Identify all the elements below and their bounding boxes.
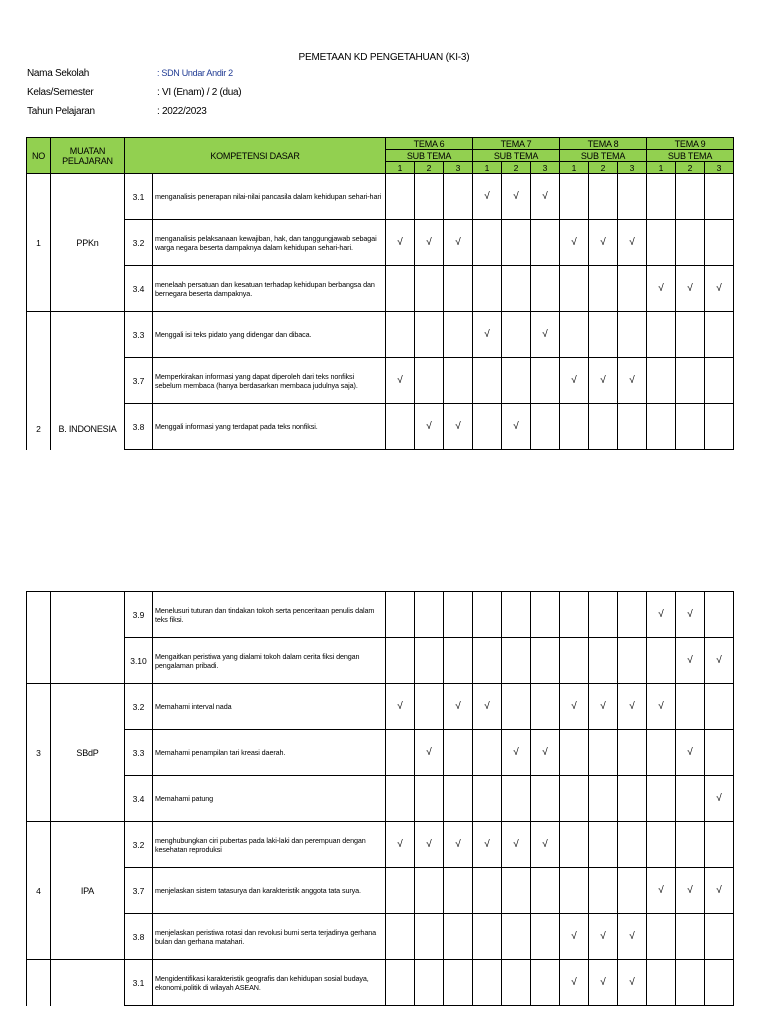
check-mark: √ (676, 868, 705, 914)
check-mark: √ (415, 822, 444, 868)
kd-description: menjelaskan peristiwa rotasi dan revolusi bumi serta terjadinya gerhana bulan dan gerhana matahari. (153, 914, 386, 960)
check-mark: √ (473, 312, 502, 358)
empty-cell (444, 358, 473, 404)
check-mark: √ (618, 684, 647, 730)
empty-cell (531, 404, 560, 450)
class-label: Kelas/Semester (27, 87, 94, 98)
empty-cell (560, 592, 589, 638)
kd-code: 3.7 (125, 358, 153, 404)
empty-cell (589, 266, 618, 312)
empty-cell (560, 776, 589, 822)
header-sub-number: 1 (473, 162, 502, 174)
empty-cell (705, 312, 734, 358)
empty-cell (473, 220, 502, 266)
empty-cell (415, 174, 444, 220)
check-mark: √ (386, 684, 415, 730)
row-number (27, 960, 51, 1006)
empty-cell (473, 404, 502, 450)
empty-cell (415, 868, 444, 914)
check-mark: √ (647, 684, 676, 730)
check-mark: √ (473, 822, 502, 868)
empty-cell (560, 174, 589, 220)
year-label: Tahun Pelajaran (27, 106, 95, 117)
check-mark: √ (415, 730, 444, 776)
kd-description: Menggali isi teks pidato yang didengar dan dibaca. (153, 312, 386, 358)
table-body-section-1 (27, 174, 734, 450)
kd-code: 3.7 (125, 868, 153, 914)
empty-cell (415, 592, 444, 638)
empty-cell (647, 914, 676, 960)
empty-cell (531, 868, 560, 914)
kd-description: Mengaitkan peristiwa yang dialami tokoh dalam cerita fiksi dengan pengalaman pribadi. (153, 638, 386, 684)
check-mark: √ (618, 358, 647, 404)
table-row (27, 822, 734, 868)
row-number: 3 (27, 684, 51, 822)
empty-cell (386, 592, 415, 638)
empty-cell (589, 312, 618, 358)
empty-cell (531, 776, 560, 822)
empty-cell (531, 638, 560, 684)
empty-cell (705, 684, 734, 730)
empty-cell (502, 358, 531, 404)
empty-cell (502, 266, 531, 312)
header-sub-number: 3 (618, 162, 647, 174)
empty-cell (473, 638, 502, 684)
kd-description: Memahami penampilan tari kreasi daerah. (153, 730, 386, 776)
header-muatan: MUATAN PELAJARAN (51, 138, 125, 174)
empty-cell (473, 868, 502, 914)
kd-code: 3.1 (125, 960, 153, 1006)
table-row (27, 730, 734, 776)
check-mark: √ (647, 592, 676, 638)
empty-cell (415, 312, 444, 358)
empty-cell (415, 358, 444, 404)
check-mark: √ (444, 220, 473, 266)
empty-cell (386, 404, 415, 450)
empty-cell (705, 592, 734, 638)
kd-code: 3.8 (125, 404, 153, 450)
check-mark: √ (705, 776, 734, 822)
empty-cell (386, 960, 415, 1006)
empty-cell (386, 174, 415, 220)
empty-cell (415, 266, 444, 312)
header-subtema: SUB TEMA (560, 150, 647, 162)
check-mark: √ (618, 220, 647, 266)
kd-description: Memahami interval nada (153, 684, 386, 730)
check-mark: √ (589, 358, 618, 404)
check-mark: √ (444, 822, 473, 868)
empty-cell (618, 404, 647, 450)
check-mark: √ (705, 638, 734, 684)
check-mark: √ (502, 174, 531, 220)
empty-cell (444, 174, 473, 220)
check-mark: √ (647, 266, 676, 312)
row-number (27, 592, 51, 684)
empty-cell (386, 914, 415, 960)
kd-code: 3.4 (125, 776, 153, 822)
empty-cell (531, 914, 560, 960)
empty-cell (676, 358, 705, 404)
check-mark: √ (531, 312, 560, 358)
table-row (27, 220, 734, 266)
kd-mapping-table (26, 137, 734, 450)
subject-name: IPA (51, 822, 125, 960)
empty-cell (386, 730, 415, 776)
row-number: 4 (27, 822, 51, 960)
empty-cell (647, 174, 676, 220)
table-row (27, 174, 734, 220)
empty-cell (676, 914, 705, 960)
check-mark: √ (415, 404, 444, 450)
row-number: 1 (27, 174, 51, 312)
empty-cell (618, 638, 647, 684)
check-mark: √ (676, 730, 705, 776)
empty-cell (647, 822, 676, 868)
check-mark: √ (502, 822, 531, 868)
kd-description: menelaah persatuan dan kesatuan terhadap kehidupan berbangsa dan bernegara beserta dampaknya. (153, 266, 386, 312)
check-mark: √ (386, 358, 415, 404)
empty-cell (531, 960, 560, 1006)
empty-cell (502, 914, 531, 960)
header-tema-6: TEMA 6 (386, 138, 473, 150)
table-row (27, 868, 734, 914)
empty-cell (531, 266, 560, 312)
empty-cell (705, 358, 734, 404)
empty-cell (473, 960, 502, 1006)
empty-cell (502, 776, 531, 822)
empty-cell (647, 730, 676, 776)
header-sub-number: 2 (676, 162, 705, 174)
empty-cell (444, 776, 473, 822)
header-subtema: SUB TEMA (386, 150, 473, 162)
table-row (27, 914, 734, 960)
check-mark: √ (589, 684, 618, 730)
empty-cell (647, 404, 676, 450)
header-sub-number: 1 (647, 162, 676, 174)
empty-cell (589, 822, 618, 868)
empty-cell (589, 730, 618, 776)
header-sub-number: 3 (444, 162, 473, 174)
empty-cell (386, 868, 415, 914)
kd-code: 3.2 (125, 684, 153, 730)
table-body-section-2 (27, 592, 734, 1006)
header-subtema: SUB TEMA (473, 150, 560, 162)
header-sub-number: 2 (502, 162, 531, 174)
subject-name: B. INDONESIA (51, 312, 125, 450)
check-mark: √ (560, 960, 589, 1006)
check-mark: √ (647, 868, 676, 914)
kd-code: 3.4 (125, 266, 153, 312)
check-mark: √ (444, 684, 473, 730)
kd-description: Mengidentifikasi karakteristik geografis dan kehidupan sosial budaya, ekonomi,politik di wilayah ASEAN. (153, 960, 386, 1006)
check-mark: √ (444, 404, 473, 450)
kd-description: menganalisis pelaksanaan kewajiban, hak, dan tanggungjawab sebagai warga negara beserta dampaknya dalam kehidupan sehari-hari. (153, 220, 386, 266)
empty-cell (618, 822, 647, 868)
empty-cell (618, 730, 647, 776)
table-row (27, 266, 734, 312)
check-mark: √ (560, 684, 589, 730)
check-mark: √ (705, 868, 734, 914)
empty-cell (618, 174, 647, 220)
empty-cell (647, 776, 676, 822)
table-row (27, 404, 734, 450)
school-label: Nama Sekolah (27, 68, 89, 79)
check-mark: √ (531, 822, 560, 868)
check-mark: √ (560, 220, 589, 266)
empty-cell (705, 404, 734, 450)
empty-cell (560, 312, 589, 358)
empty-cell (560, 868, 589, 914)
kd-code: 3.10 (125, 638, 153, 684)
empty-cell (444, 592, 473, 638)
kd-description: Memperkirakan informasi yang dapat diperoleh dari teks nonfiksi sebelum membaca (hanya berdasarkan membaca judulnya saja). (153, 358, 386, 404)
empty-cell (444, 914, 473, 960)
empty-cell (502, 312, 531, 358)
header-sub-number: 2 (589, 162, 618, 174)
empty-cell (560, 266, 589, 312)
empty-cell (589, 868, 618, 914)
empty-cell (676, 684, 705, 730)
kd-code: 3.2 (125, 822, 153, 868)
empty-cell (676, 960, 705, 1006)
empty-cell (647, 960, 676, 1006)
header-kompetensi-dasar: KOMPETENSI DASAR (125, 138, 386, 174)
empty-cell (560, 822, 589, 868)
table-row (27, 592, 734, 638)
class-value: : VI (Enam) / 2 (dua) (157, 87, 242, 98)
check-mark: √ (676, 592, 705, 638)
empty-cell (676, 312, 705, 358)
empty-cell (415, 776, 444, 822)
empty-cell (386, 776, 415, 822)
check-mark: √ (415, 220, 444, 266)
subject-name: SBdP (51, 684, 125, 822)
empty-cell (473, 914, 502, 960)
header-sub-number: 1 (386, 162, 415, 174)
empty-cell (560, 638, 589, 684)
kd-description: Memahami patung (153, 776, 386, 822)
empty-cell (560, 730, 589, 776)
empty-cell (502, 960, 531, 1006)
empty-cell (589, 592, 618, 638)
check-mark: √ (676, 638, 705, 684)
check-mark: √ (618, 960, 647, 1006)
empty-cell (618, 592, 647, 638)
kd-description: menjelaskan sistem tatasurya dan karakteristik anggota tata surya. (153, 868, 386, 914)
empty-cell (676, 404, 705, 450)
check-mark: √ (560, 914, 589, 960)
header-sub-number: 3 (705, 162, 734, 174)
table-row (27, 960, 734, 1006)
kd-description: Menelusuri tuturan dan tindakan tokoh serta penceritaan penulis dalam teks fiksi. (153, 592, 386, 638)
empty-cell (531, 220, 560, 266)
empty-cell (705, 914, 734, 960)
empty-cell (618, 776, 647, 822)
kd-description: Menggali informasi yang terdapat pada teks nonfiksi. (153, 404, 386, 450)
kd-description: menganalisis penerapan nilai-nilai pancasila dalam kehidupan sehari-hari (153, 174, 386, 220)
table-row (27, 684, 734, 730)
empty-cell (705, 220, 734, 266)
row-number: 2 (27, 312, 51, 450)
kd-code: 3.8 (125, 914, 153, 960)
empty-cell (473, 776, 502, 822)
table-row (27, 776, 734, 822)
check-mark: √ (473, 174, 502, 220)
page-title: PEMETAAN KD PENGETAHUAN (KI-3) (298, 52, 470, 63)
empty-cell (473, 592, 502, 638)
empty-cell (589, 776, 618, 822)
check-mark: √ (386, 220, 415, 266)
check-mark: √ (473, 684, 502, 730)
empty-cell (705, 822, 734, 868)
empty-cell (415, 638, 444, 684)
empty-cell (473, 266, 502, 312)
empty-cell (589, 404, 618, 450)
empty-cell (473, 730, 502, 776)
table-row (27, 358, 734, 404)
kd-mapping-table-continued (26, 591, 734, 1006)
kd-code: 3.2 (125, 220, 153, 266)
empty-cell (676, 822, 705, 868)
empty-cell (502, 220, 531, 266)
header-sub-number: 1 (560, 162, 589, 174)
empty-cell (444, 266, 473, 312)
kd-code: 3.1 (125, 174, 153, 220)
check-mark: √ (589, 960, 618, 1006)
year-value: : 2022/2023 (157, 106, 207, 117)
empty-cell (647, 638, 676, 684)
kd-code: 3.3 (125, 312, 153, 358)
check-mark: √ (386, 822, 415, 868)
empty-cell (473, 358, 502, 404)
empty-cell (647, 220, 676, 266)
subject-name (51, 960, 125, 1006)
empty-cell (531, 684, 560, 730)
check-mark: √ (531, 174, 560, 220)
header-tema-7: TEMA 7 (473, 138, 560, 150)
empty-cell (618, 312, 647, 358)
empty-cell (705, 174, 734, 220)
check-mark: √ (618, 914, 647, 960)
empty-cell (676, 220, 705, 266)
empty-cell (415, 960, 444, 1006)
empty-cell (502, 868, 531, 914)
header-tema-8: TEMA 8 (560, 138, 647, 150)
empty-cell (386, 638, 415, 684)
school-value: : SDN Undar Andir 2 (157, 68, 233, 78)
check-mark: √ (560, 358, 589, 404)
empty-cell (415, 914, 444, 960)
empty-cell (531, 592, 560, 638)
empty-cell (386, 312, 415, 358)
check-mark: √ (676, 266, 705, 312)
empty-cell (415, 684, 444, 730)
subject-name: PPKn (51, 174, 125, 312)
empty-cell (647, 358, 676, 404)
header-tema-9: TEMA 9 (647, 138, 734, 150)
empty-cell (502, 638, 531, 684)
check-mark: √ (705, 266, 734, 312)
kd-code: 3.9 (125, 592, 153, 638)
empty-cell (705, 960, 734, 1006)
empty-cell (502, 684, 531, 730)
empty-cell (647, 312, 676, 358)
table-row (27, 638, 734, 684)
check-mark: √ (589, 914, 618, 960)
empty-cell (444, 868, 473, 914)
empty-cell (618, 266, 647, 312)
empty-cell (502, 592, 531, 638)
empty-cell (444, 730, 473, 776)
empty-cell (705, 730, 734, 776)
check-mark: √ (589, 220, 618, 266)
empty-cell (444, 960, 473, 1006)
check-mark: √ (502, 404, 531, 450)
check-mark: √ (502, 730, 531, 776)
header-sub-number: 2 (415, 162, 444, 174)
kd-code: 3.3 (125, 730, 153, 776)
empty-cell (589, 174, 618, 220)
header-subtema: SUB TEMA (647, 150, 734, 162)
empty-cell (618, 868, 647, 914)
header-no: NO (27, 138, 51, 174)
empty-cell (560, 404, 589, 450)
empty-cell (676, 776, 705, 822)
table-row (27, 312, 734, 358)
empty-cell (531, 358, 560, 404)
empty-cell (589, 638, 618, 684)
kd-description: menghubungkan ciri pubertas pada laki-laki dan perempuan dengan kesehatan reproduksi (153, 822, 386, 868)
check-mark: √ (531, 730, 560, 776)
empty-cell (676, 174, 705, 220)
empty-cell (444, 312, 473, 358)
subject-name (51, 592, 125, 684)
empty-cell (444, 638, 473, 684)
header-sub-number: 3 (531, 162, 560, 174)
empty-cell (386, 266, 415, 312)
